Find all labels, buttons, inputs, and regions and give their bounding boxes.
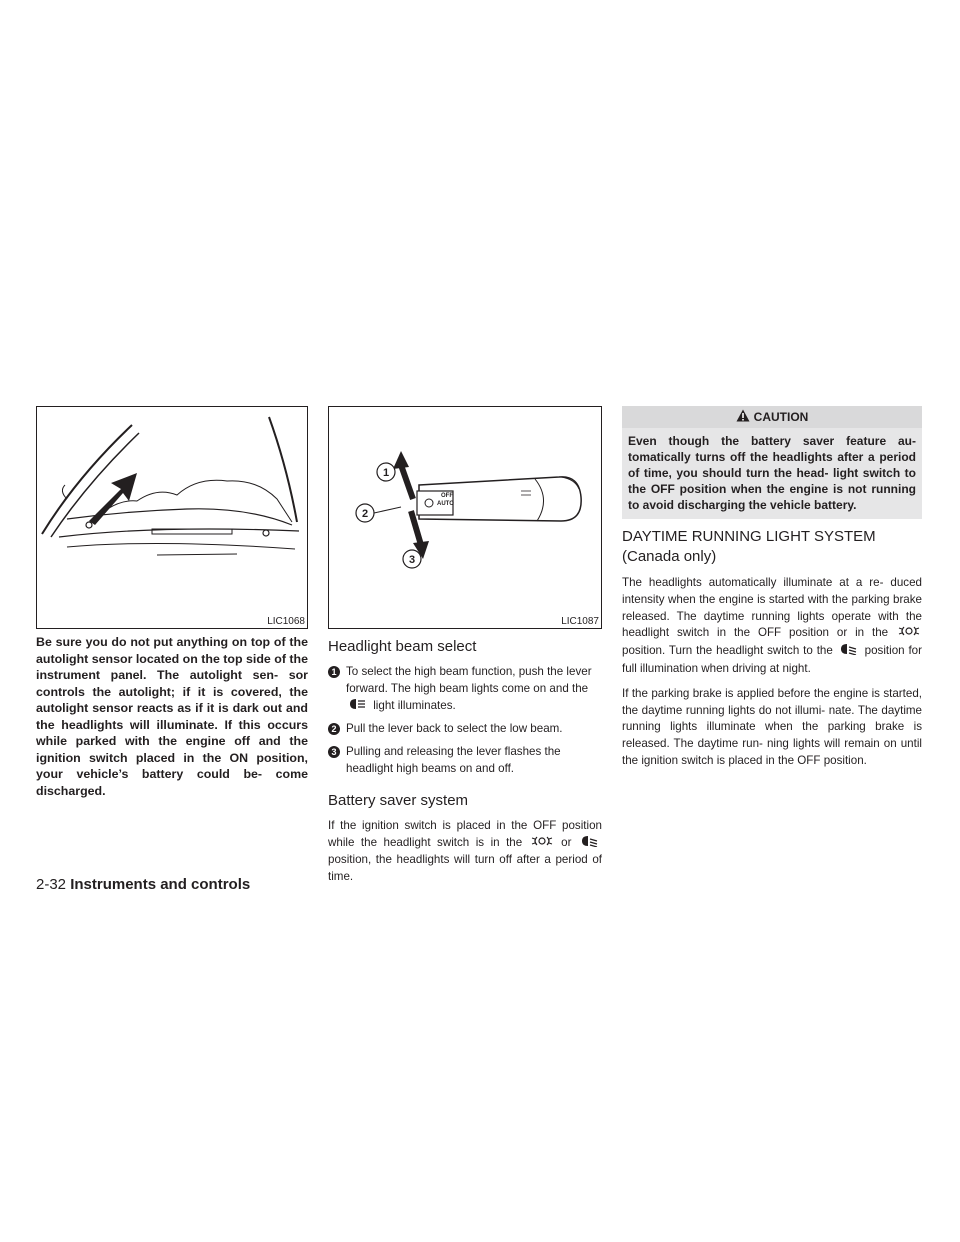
- stalk-auto-label: AUTO: [437, 501, 454, 507]
- drl-subheading: (Canada only): [622, 548, 717, 565]
- page-footer: [36, 876, 250, 893]
- left-column: [36, 634, 308, 799]
- item-number: 2: [328, 723, 340, 735]
- parking-light-icon: [531, 835, 553, 853]
- autolight-sensor-figure: [36, 406, 308, 629]
- callout-1: 1: [382, 467, 390, 479]
- figure-label: LIC1087: [561, 616, 599, 627]
- item-number: 3: [328, 746, 340, 758]
- warning-icon: [736, 409, 750, 425]
- drl-heading: DAYTIME RUNNING LIGHT SYSTEM: [622, 528, 876, 545]
- headlight-stalk-illustration: [329, 407, 601, 628]
- caution-text: Even though the battery saver feature au- tomatically turns off the headlights after a period of time, you should turn the head- light switch to the OFF position when the engine is not running to avoid discharging the vehicle battery.: [622, 428, 922, 519]
- drl-paragraph-2: If the parking brake is applied before the engine is started, the daytime running lights do not illumi- nate. The daytime running lights illuminate when the parking brake is released. The daytime run- ning lights will remain on until the ignition switch is placed in the OFF position.: [622, 686, 922, 767]
- drl-paragraph-1: The headlights automatically illuminate at a re- duced intensity when the engine is started with the parking brake released. The daytime running lights operate with the headlight switch in the OFF position or in the position. Turn the headlight switch to the position for full illumination when driving at night.: [622, 576, 922, 675]
- list-item: 1 To select the high beam function, push the lever forward. The high beam lights come on and the light illuminates.: [328, 664, 602, 715]
- callout-2: 2: [361, 508, 369, 520]
- callout-3: 3: [408, 554, 416, 566]
- autolight-warning: Be sure you do not put anything on top of the autolight sensor located on the top side of the instrument panel. The autolight sen- sor controls the autolight; if it is covered, the autolight sensor reacts as if it is dark out and the headlights will illuminate. If this occurs while parked with the engine off and the ignition switch placed in the ON position, your vehicle’s battery could be- come discharged.: [36, 635, 308, 798]
- list-item: 2 Pull the lever back to select the low beam.: [328, 721, 602, 738]
- battery-saver-text: If the ignition switch is placed in the OFF position while the headlight switch is in the or position, the headlights will turn off after a period of time.: [328, 818, 602, 884]
- section-title: Instruments and controls: [70, 876, 251, 893]
- parking-light-icon: [898, 625, 920, 643]
- beam-select-heading: Headlight beam select: [328, 638, 477, 655]
- list-item: 3 Pulling and releasing the lever flashes the headlight high beams on and off.: [328, 744, 602, 778]
- item-number: 1: [328, 666, 340, 678]
- caution-title: CAUTION: [753, 410, 809, 424]
- high-beam-icon: [348, 698, 368, 716]
- headlight-icon: [580, 835, 600, 853]
- right-column: [622, 406, 922, 770]
- figure-label: LIC1068: [267, 616, 305, 627]
- caution-header: [622, 406, 922, 428]
- headlight-icon: [839, 643, 859, 661]
- headlight-switch-figure: [328, 406, 602, 629]
- dashboard-illustration: [37, 407, 307, 628]
- stalk-off-label: OFF: [441, 493, 453, 499]
- middle-column: [328, 638, 602, 886]
- page-number: 2-32: [36, 876, 67, 893]
- battery-saver-heading: Battery saver system: [328, 791, 469, 809]
